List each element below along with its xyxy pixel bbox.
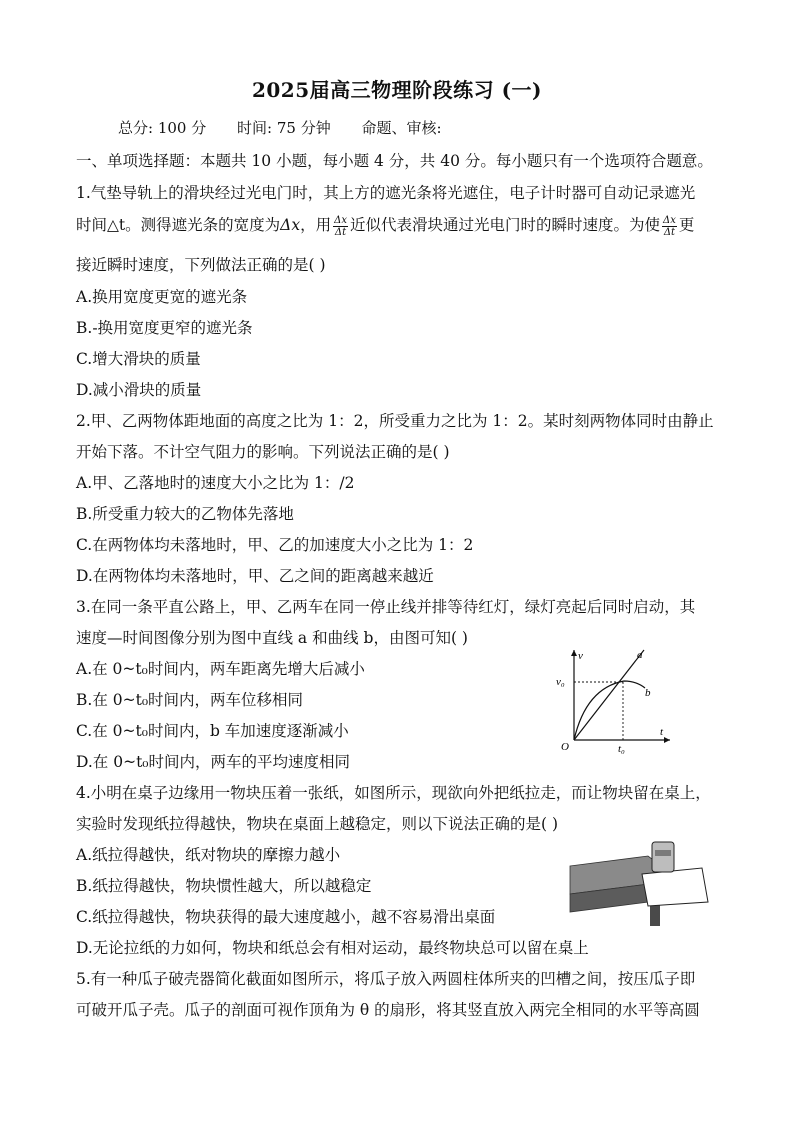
q3-option-b: B.在 0~t₀时间内，两车位移相同	[76, 691, 304, 709]
q2-line-1: 2.甲、乙两物体距地面的高度之比为 1：2，所受重力之比为 1：2。某时刻两物体同时由静止	[76, 412, 714, 430]
q3-x-arrow	[664, 737, 670, 743]
q4-block-band	[655, 850, 671, 856]
q2-option-b: B.所受重力较大的乙物体先落地	[76, 505, 294, 523]
exam-authors: 命题、审核:	[361, 119, 442, 137]
q1-fraction-1-den: Δt	[334, 226, 347, 238]
q3-v-label: v	[578, 650, 583, 662]
q1-line-2-d: 更	[678, 216, 695, 234]
q4-paper	[642, 868, 708, 906]
q4-option-b: B.纸拉得越快，物块惯性越大，所以越稳定	[76, 877, 372, 895]
q4-option-a: A.纸拉得越快，纸对物块的摩擦力越小	[76, 846, 341, 864]
q4-table-figure	[562, 836, 714, 928]
q3-v0-label: v₀	[556, 676, 565, 688]
q5-line-1: 5.有一种瓜子破壳器简化截面如图所示，将瓜子放入两圆柱体所夹的凹槽之间，按压瓜子即	[76, 970, 696, 988]
q1-line-2-a: 时间△t。测得遮光条的宽度为	[76, 216, 281, 234]
q1-line-2	[76, 213, 694, 238]
q1-fraction-2-num: Δx	[663, 214, 676, 226]
q3-b-label: b	[645, 687, 651, 699]
page-title: 2025届高三物理阶段练习 (一)	[251, 78, 543, 102]
q5-line-2: 可破开瓜子壳。瓜子的剖面可视作顶角为 θ 的扇形，将其竖直放入两完全相同的水平等高圆	[76, 1001, 700, 1019]
exam-meta	[118, 117, 468, 138]
q4-option-d: D.无论拉纸的力如何，物块和纸总会有相对运动，最终物块总可以留在桌上	[76, 939, 589, 957]
q3-option-a: A.在 0~t₀时间内，两车距离先增大后减小	[76, 660, 365, 678]
q2-option-d: D.在两物体均未落地时，甲、乙之间的距离越来越近	[76, 567, 434, 585]
q4-line-2: 实验时发现纸拉得越快，物块在桌面上越稳定，则以下说法正确的是( )	[76, 815, 559, 833]
q1-option-d: D.减小滑块的质量	[76, 381, 202, 399]
total-score: 总分: 100 分	[118, 119, 207, 137]
q3-line-a	[574, 650, 644, 740]
q3-y-arrow	[571, 650, 577, 656]
q3-option-c: C.在 0~t₀时间内，b 车加速度逐渐减小	[76, 722, 349, 740]
q1-option-b: B.-换用宽度更窄的遮光条	[76, 319, 253, 337]
q1-fraction-2	[662, 215, 677, 238]
q4-option-c: C.纸拉得越快，物块获得的最大速度越小，越不容易滑出桌面	[76, 908, 496, 926]
q1-dx: Δx	[280, 216, 301, 234]
section-heading: 一、单项选择题：本题共 10 小题，每小题 4 分，共 40 分。每小题只有一个选项符合题意。	[76, 152, 713, 170]
q1-option-a: A.换用宽度更宽的遮光条	[76, 288, 248, 306]
q3-t0-label: t₀	[618, 743, 625, 755]
q4-block	[652, 842, 674, 872]
q3-line-1: 3.在同一条平直公路上，甲、乙两车在同一停止线并排等待红灯，绿灯亮起后同时启动，其	[76, 598, 696, 616]
q3-line-2: 速度—时间图像分别为图中直线 a 和曲线 b，由图可知( )	[76, 629, 468, 647]
q1-fraction-1	[333, 215, 348, 238]
q3-vt-graph	[552, 644, 676, 756]
q1-fraction-1-num: Δx	[334, 214, 347, 226]
q2-option-c: C.在两物体均未落地时，甲、乙的加速度大小之比为 1：2	[76, 536, 474, 554]
q1-fraction-2-den: Δt	[663, 226, 676, 238]
q2-option-a: A.甲、乙落地时的速度大小之比为 1：/2	[76, 474, 355, 492]
q3-a-label: a	[637, 649, 643, 661]
q3-curve-b	[574, 681, 645, 740]
q3-option-d: D.在 0~t₀时间内，两车的平均速度相同	[76, 753, 351, 771]
q4-line-1: 4.小明在桌子边缘用一物块压着一张纸，如图所示，现欲向外把纸拉走，而让物块留在桌上，	[76, 784, 711, 802]
q1-line-2-c: 近似代表滑块通过光电门时的瞬时速度。为使	[349, 216, 660, 234]
q1-line-1: 1.气垫导轨上的滑块经过光电门时，其上方的遮光条将光遮住，电子计时器可自动记录遮光	[76, 184, 696, 202]
q1-line-3: 接近瞬时速度，下列做法正确的是( )	[76, 256, 326, 274]
q3-t-label: t	[660, 726, 664, 738]
q2-line-2: 开始下落。不计空气阻力的影响。下列说法正确的是( )	[76, 443, 450, 461]
q3-origin-label: O	[561, 741, 569, 753]
exam-time: 时间: 75 分钟	[237, 119, 331, 137]
q1-option-c: C.增大滑块的质量	[76, 350, 201, 368]
q1-line-2-b: ，用	[300, 216, 332, 234]
